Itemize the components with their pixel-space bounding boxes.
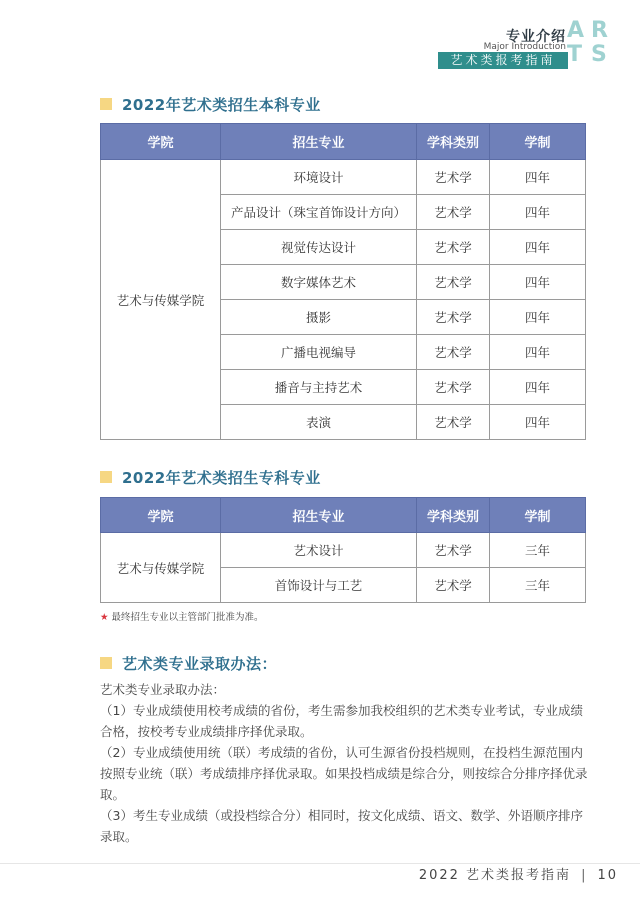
major-cell: 艺术设计: [221, 533, 417, 568]
section-title-associate: 2022年艺术类招生专科专业: [100, 466, 321, 488]
major-cell: 表演: [221, 405, 417, 440]
header-title: 专业介绍: [506, 29, 566, 45]
section-square-icon: [100, 98, 112, 110]
category-cell: 艺术学: [417, 160, 490, 195]
arts-logo: A R T S: [567, 18, 608, 67]
category-cell: 艺术学: [417, 300, 490, 335]
college-cell: 艺术与传媒学院: [101, 533, 221, 603]
footnote: [100, 609, 264, 623]
paragraph: （1）专业成绩使用校考成绩的省份，考生需参加我校组织的艺术类专业考试，专业成绩合格，按校考专业成绩排序择优录取。: [100, 703, 583, 739]
duration-cell: 四年: [490, 370, 586, 405]
col-header-college: 学院: [101, 498, 221, 533]
category-cell: 艺术学: [417, 335, 490, 370]
duration-cell: 四年: [490, 335, 586, 370]
major-cell: 数字媒体艺术: [221, 265, 417, 300]
duration-cell: 四年: [490, 265, 586, 300]
category-cell: 艺术学: [417, 370, 490, 405]
footnote-text: 最终招生专业以主管部门批准为准。: [111, 612, 264, 623]
header-bar: 艺术类报考指南: [438, 52, 568, 69]
col-header-major: 招生专业: [221, 498, 417, 533]
college-cell: 艺术与传媒学院: [101, 160, 221, 440]
table-row: [101, 160, 586, 195]
section-title-undergrad: 2022年艺术类招生本科专业: [100, 93, 321, 115]
page-number: 10: [597, 868, 618, 883]
table-row: [101, 533, 586, 568]
col-header-college: 学院: [101, 124, 221, 160]
major-cell: 首饰设计与工艺: [221, 568, 417, 603]
duration-cell: 四年: [490, 160, 586, 195]
major-cell: 摄影: [221, 300, 417, 335]
paragraph: （3）考生专业成绩（或投档综合分）相同时，按文化成绩、语文、数学、外语顺序排序录取。: [100, 808, 583, 844]
duration-cell: 四年: [490, 230, 586, 265]
table-header-row: [101, 124, 586, 160]
duration-cell: 四年: [490, 300, 586, 335]
undergrad-table: [100, 123, 586, 440]
col-header-category: 学科类别: [417, 498, 490, 533]
category-cell: 艺术学: [417, 195, 490, 230]
associate-table: [100, 497, 586, 603]
table-header-row: [101, 498, 586, 533]
paragraph: 艺术类专业录取办法：: [100, 682, 226, 697]
major-cell: 视觉传达设计: [221, 230, 417, 265]
major-cell: 广播电视编导: [221, 335, 417, 370]
major-cell: 播音与主持艺术: [221, 370, 417, 405]
footer-title: 2022 艺术类报考指南: [418, 868, 572, 883]
major-cell: 产品设计（珠宝首饰设计方向）: [221, 195, 417, 230]
col-header-category: 学科类别: [417, 124, 490, 160]
section-square-icon: [100, 657, 112, 669]
star-icon: ★: [100, 612, 109, 623]
col-header-duration: 学制: [490, 124, 586, 160]
major-cell: 环境设计: [221, 160, 417, 195]
category-cell: 艺术学: [417, 265, 490, 300]
paragraph: （2）专业成绩使用统（联）考成绩的省份，认可生源省份投档规则，在投档生源范围内按照专业统（联）考成绩排序择优录取。如果投档成绩是综合分，则按综合分排序择优录取。: [100, 745, 588, 802]
duration-cell: 四年: [490, 405, 586, 440]
duration-cell: 三年: [490, 568, 586, 603]
admission-text: [100, 679, 590, 847]
col-header-duration: 学制: [490, 498, 586, 533]
category-cell: 艺术学: [417, 533, 490, 568]
category-cell: 艺术学: [417, 568, 490, 603]
category-cell: 艺术学: [417, 405, 490, 440]
duration-cell: 三年: [490, 533, 586, 568]
footer-separator: |: [581, 868, 588, 883]
section-title-admission: 艺术类专业录取办法：: [100, 652, 277, 674]
section-square-icon: [100, 471, 112, 483]
category-cell: 艺术学: [417, 230, 490, 265]
duration-cell: 四年: [490, 195, 586, 230]
header-subtitle: Major Introduction: [483, 42, 566, 52]
footer: [419, 864, 618, 883]
col-header-major: 招生专业: [221, 124, 417, 160]
